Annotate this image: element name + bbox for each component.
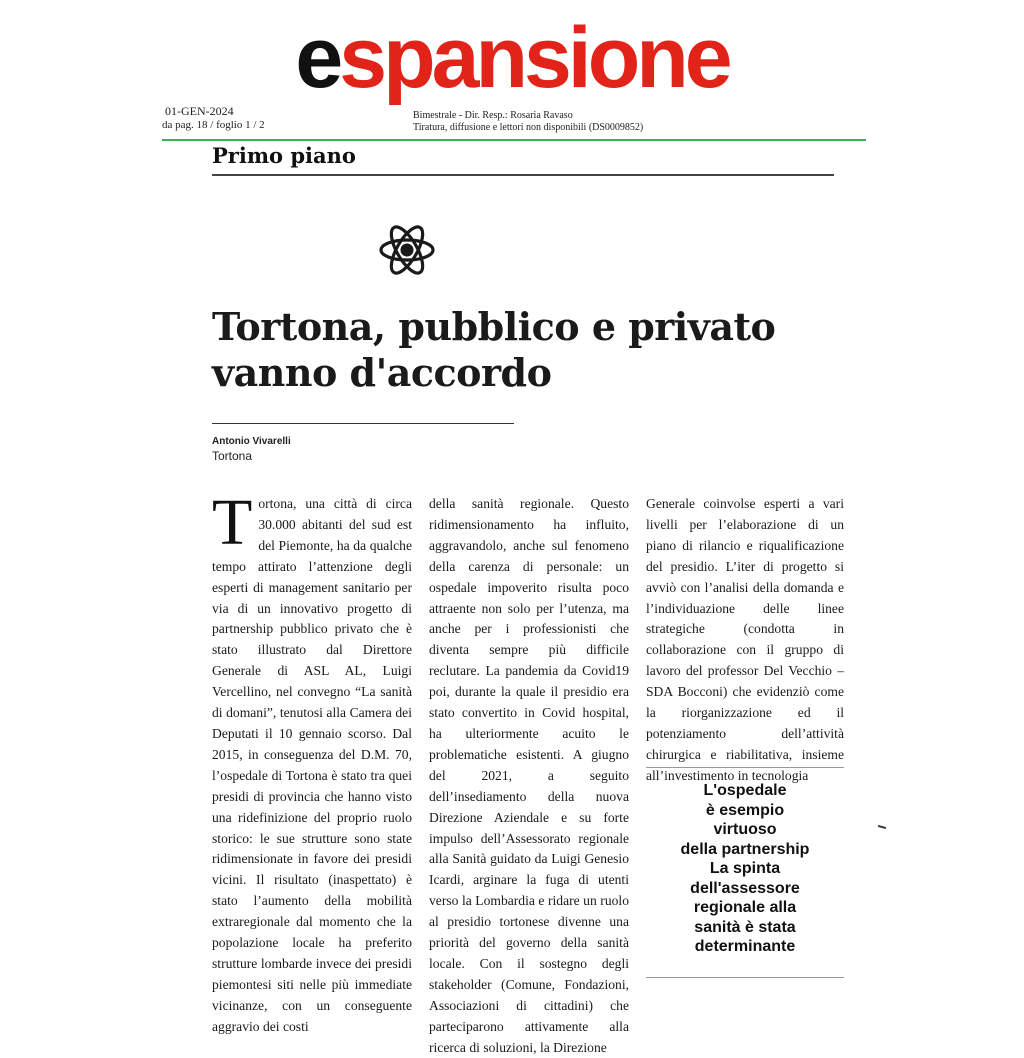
pullquote-bottom-rule	[646, 977, 844, 978]
clipping-meta-right	[413, 110, 853, 134]
pullquote-line: sanità è stata	[694, 918, 796, 936]
page-info: da pag. 18 / foglio 1 / 2	[162, 119, 265, 131]
pullquote-line: La spinta	[709, 860, 781, 877]
pullquote-line: della partnership	[680, 840, 810, 858]
issue-date: 01-GEN-2024	[165, 104, 234, 118]
column-text: ortona, una città di circa 30.000 abitanti del sud est del Piemonte, ha da qualche tempo attirato l’attenzione degli esperti di management sanitario per via di un innovativo progetto di partnership pubblico privato che è stato illustrato dal Direttore Generale di ASL AL, Luigi Vercellino, nel convegno “La sanità di domani”, tenutosi alla Camera dei Deputati il 10 gennaio scorso. Dal 2015, in conseguenza del D.M. 70, l’ospedale di Tortona è stato tra quei presidi di provincia che hanno visto una ridefinizione del proprio ruolo storico: le sue strutture sono state ridimensionate in favore dei presidi vicini. Il risultato (inaspettato) è stato l’aumento della mobilità extraregionale dal momento che la popolazione locale ha preferito strutture lombarde invece dei presidi piemontesi siti nelle più immediate vicinanze, con un conseguente aggravio dei costi	[212, 496, 412, 1034]
section-title: Primo piano	[212, 143, 356, 168]
pullquote-top-rule	[646, 767, 844, 768]
section-rule	[212, 174, 834, 176]
logo-wordmark: spansione	[339, 10, 729, 106]
headline-line: Tortona, pubblico e privato	[212, 304, 776, 349]
pullquote-line: determinante	[694, 938, 796, 955]
column-text: della sanità regionale. Questo ridimensionamento ha influito, aggravandolo, anche sul fenomeno della carenza di personale: un ospedale impoverito risulta poco attraente non solo per l’utenza, ma anche per i professionisti che diventa sempre più difficile reclutare. La pandemia da Covid19 poi, durante la quale il presidio era stato convertito in Covid hospital, ha ulteriormente acuito le problematiche esistenti. A giugno del 2021, a seguito dell’insediamento della nuova Direzione Aziendale e su forte impulso dell’Assessorato regionale alla Sanità guidato da Luigi Genesio Icardi, arginare la fuga di utenti verso la Lombardia e ridare un ruolo al presidio tortonese divenne una priorità del governo della sanità locale. Con il sostegno degli stakeholder (Comune, Fondazioni, Associazioni di cittadini) che parteciparono attivamente alla ricerca di soluzioni, la Direzione	[429, 496, 629, 1055]
atom-icon	[378, 218, 436, 282]
dateline-place: Tortona	[212, 449, 253, 463]
pullquote	[646, 781, 844, 957]
article-column-3	[646, 494, 844, 787]
pullquote-line: virtuoso	[713, 821, 777, 838]
article-column-2	[429, 494, 629, 1058]
column-text: Generale coinvolse esperti a vari livelli per l’elaborazione di un piano di rilancio e riqualificazione del presidio. L’iter di progetto si avviò con l’analisi della domanda e l’individuazione delle linee strategiche (condotta in collaborazione con il gruppo di lavoro del professor Del Vecchio – SDA Bocconi) che evidenziò come la riorganizzazione ed il potenziamento dell’attività chirurgica e riabilitativa, insieme all’investimento in tecnologia	[646, 496, 844, 783]
article-column-1	[212, 486, 412, 1038]
pullquote-line: regionale alla	[693, 899, 797, 916]
pullquote-line: L'ospedale	[703, 782, 787, 799]
logo-letter-e: e	[295, 10, 340, 106]
pullquote-line: è esempio	[705, 801, 785, 819]
publication-logo	[295, 8, 728, 108]
headline-line: vanno d'accordo	[212, 350, 552, 395]
byline-rule	[212, 423, 514, 424]
scan-mark	[878, 825, 886, 829]
circulation-info: Tiratura, diffusione e lettori non disponibili (DS0009852)	[413, 122, 644, 133]
periodicity-info: Bimestrale - Dir. Resp.: Rosaria Ravaso	[413, 110, 573, 121]
pullquote-line: dell'assessore	[690, 879, 800, 897]
clipping-meta-left	[162, 104, 322, 132]
masthead	[0, 8, 1024, 108]
author-name: Antonio Vivarelli	[212, 436, 291, 447]
drop-cap: T	[212, 486, 253, 559]
article-headline	[212, 304, 812, 396]
header-divider	[162, 139, 866, 141]
